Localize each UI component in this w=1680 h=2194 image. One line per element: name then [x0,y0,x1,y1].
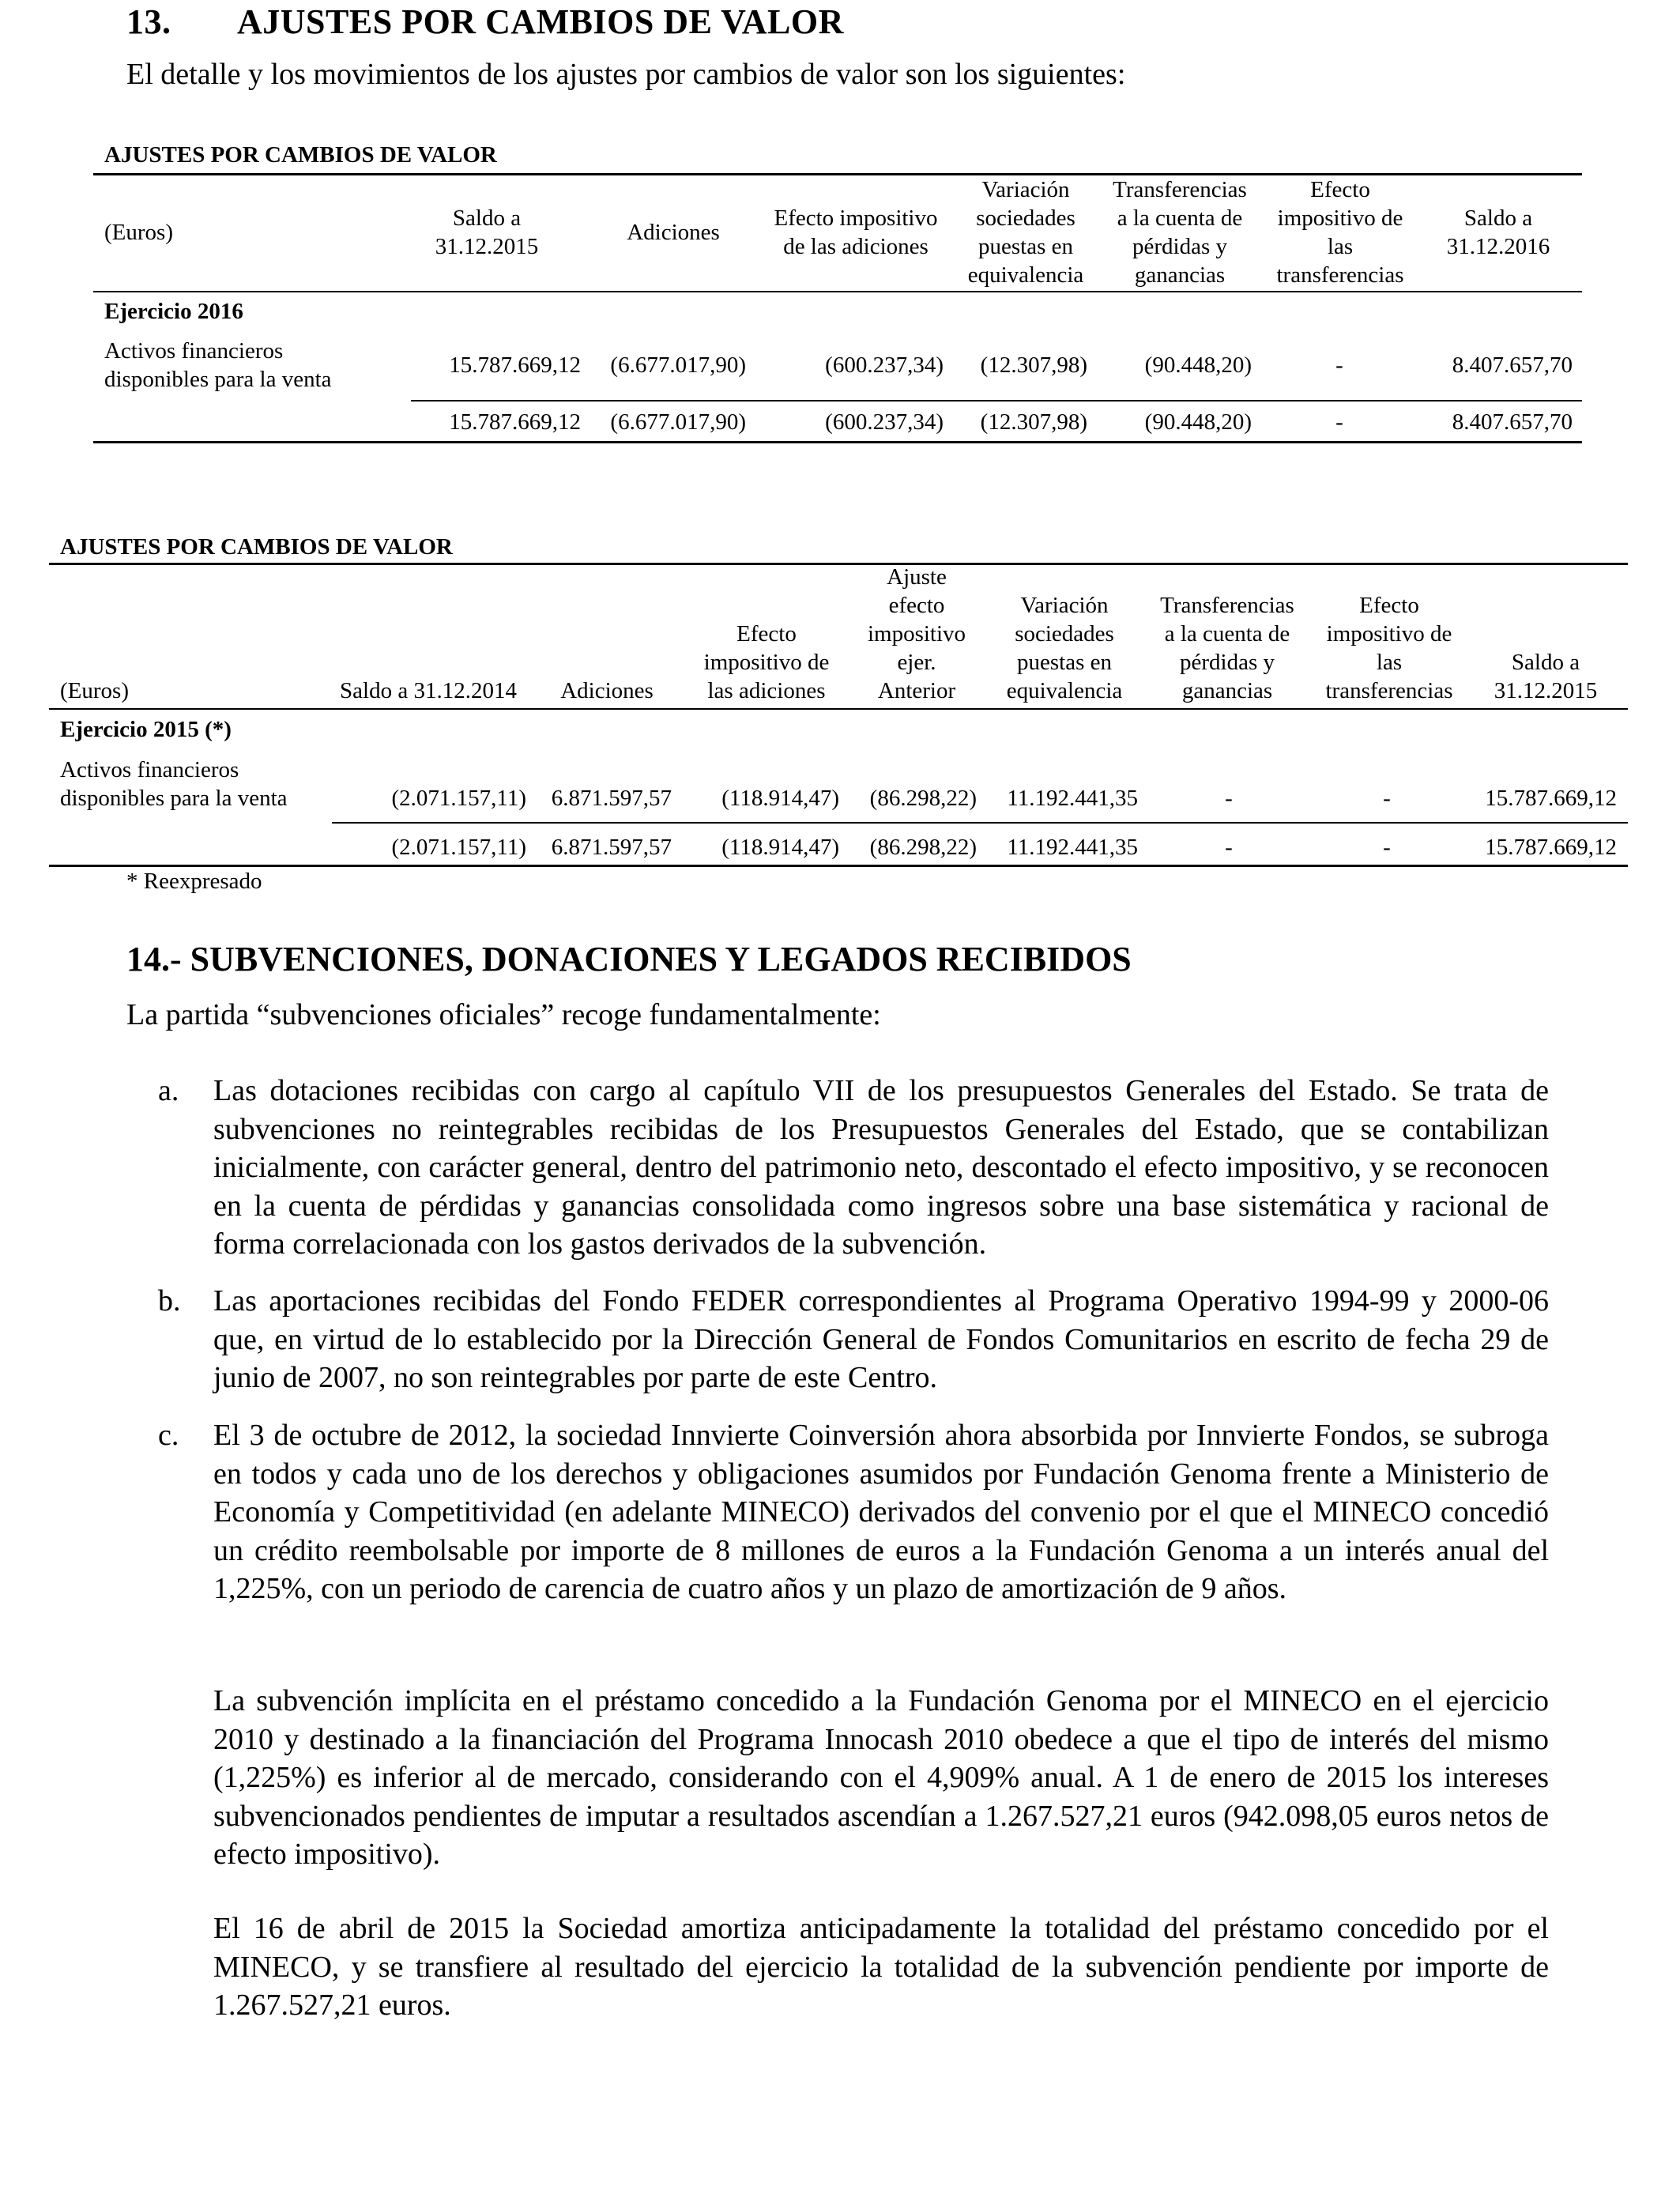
table1-header-saldo-inicial: Saldo a 31.12.2015 [435,205,539,259]
table2-total-value: 6.871.597,57 [551,835,672,860]
table2-total-value: 15.787.669,12 [1485,835,1617,860]
list-item-text: Las aportaciones recibidas del Fondo FEDER correspondientes al Programa Operativo 1994-99 y 2000-06 que, en virtud de lo establecido por la Dirección General de Fondos Comunitarios en escrito de fecha 29 de junio de 2007, no son reintegrables por parte de este Centro. [213,1284,1549,1394]
table1-row-value: 15.787.669,12 [449,352,581,378]
table1-subtotal-rule [411,400,1582,401]
section-14-intro: La partida “subvenciones oficiales” recoge fundamentalmente: [126,998,881,1031]
table2-row-value: - [1225,786,1233,811]
table2-header-efecto-adiciones: Efecto impositivo de las adiciones [703,621,830,703]
table1-row-value: - [1335,352,1343,378]
table2-header-ajuste-efecto: Ajuste efecto impositivo ejer. Anterior [867,564,966,703]
table2-row-value: 15.787.669,12 [1485,786,1617,811]
body-paragraph: La subvención implícita en el préstamo concedido a la Fundación Genoma por el MINECO en el ejercicio 2010 y destinado a la financiación del Programa Innocash 2010 obedece a que el tipo de interés del mismo (1,225%) es inferior al de mercado, considerando con el 4,909% anual. A 1 de enero de 2015 los intereses subvencionados pendientes de imputar a resultados ascendían a 1.267.527,21 euros (942.098,05 euros netos de efecto impositivo). [213,1684,1549,1871]
table1-row-value: (90.448,20) [1144,352,1252,378]
table1-header-transferencias: Transferencias a la cuenta de pérdidas y ganancias [1113,177,1247,288]
table2-row-value: (86.298,22) [869,786,977,811]
table2-row-value: - [1383,786,1391,811]
table1-row-value: (600.237,34) [825,352,944,378]
table2-caption: AJUSTES POR CAMBIOS DE VALOR [60,534,453,560]
table2-total-value: (86.298,22) [869,835,977,860]
table2-row-value: 6.871.597,57 [551,786,672,811]
list-item-label: c. [158,1419,179,1452]
table1-header-variacion: Variación sociedades puestas en equivalencia [967,177,1084,288]
table2-header-variacion: Variación sociedades puestas en equivalencia [1006,593,1123,703]
table1-caption: AJUSTES POR CAMBIOS DE VALOR [104,142,497,168]
list-item-text: Las dotaciones recibidas con cargo al capítulo VII de los presupuestos Generales del Estado. Se trata de subvenciones no reintegrables recibidas de los Presupuestos Generales del Estado, que se contabilizan inicialmente, con carácter general, dentro del patrimonio neto, descontado el efecto impositivo, y se reconocen en la cuenta de pérdidas y ganancias consolidada como ingresos sobre una base sistemática y racional de forma correlacionada con los gastos derivados de la subvención. [213,1074,1549,1261]
table1-row-value: 8.407.657,70 [1452,352,1573,378]
table2-subtotal-rule [332,822,1628,824]
table1-total-value: (600.237,34) [825,409,944,435]
table1-total-value: (90.448,20) [1144,409,1252,435]
table2-row-value: 11.192.441,35 [1007,786,1138,811]
list-item-label: a. [158,1074,179,1107]
table2-header-saldo-final: Saldo a 31.12.2015 [1494,650,1598,703]
table2-header-adiciones: Adiciones [560,678,654,703]
table1-total-value: 8.407.657,70 [1452,409,1573,435]
table2-total-value: (118.914,47) [721,835,839,860]
section-13-heading [126,2,844,42]
table1-total-value: (6.677.017,90) [610,409,746,435]
table2-row-value: (118.914,47) [721,786,839,811]
table2-header-euros: (Euros) [60,678,129,703]
section-13-number: 13. [126,2,171,41]
table1-header-rule [93,291,1582,292]
table1-row-label: Activos financieros disponibles para la venta [104,338,332,392]
table2-row-label: Activos financieros disponibles para la venta [60,757,288,811]
table2-total-value: 11.192.441,35 [1007,835,1138,860]
table1-row-value: (6.677.017,90) [610,352,746,378]
list-item-label: b. [158,1284,181,1318]
table1-bottom-rule [93,441,1582,443]
table2-section-label: Ejercicio 2015 (*) [60,717,232,742]
table1-total-value: (12.307,98) [980,409,1087,435]
table1-header-adiciones: Adiciones [627,220,720,245]
section-13-intro: El detalle y los movimientos de los ajustes por cambios de valor son los siguientes: [126,58,1126,91]
table2-total-value: - [1383,835,1391,860]
table2-header-efecto-transferencias: Efecto impositivo de las transferencias [1325,593,1453,703]
table2-header-rule [49,708,1628,710]
table2-bottom-rule [49,865,1628,867]
table1-row-value: (12.307,98) [980,352,1087,378]
table2-header-saldo-inicial: Saldo a 31.12.2014 [340,678,517,703]
table2-footnote: * Reexpresado [126,869,262,894]
list-item-text: El 3 de octubre de 2012, la sociedad Innvierte Coinversión ahora absorbida por Innvierte Fondos, se subroga en todos y cada uno de los derechos y obligaciones asumidos por Fundación Genoma frente a Ministerio de Economía y Competitividad (en adelante MINECO) derivados del convenio por el que el MINECO concedió un crédito reembolsable por importe de 8 millones de euros a la Fundación Genoma a un interés anual del 1,225%, con un periodo de carencia de cuatro años y un plazo de amortización de 9 años. [213,1419,1549,1605]
table1-total-value: - [1335,409,1343,435]
section-14-heading: 14.- SUBVENCIONES, DONACIONES Y LEGADOS RECIBIDOS [126,940,1132,978]
table2-total-value: - [1225,835,1233,860]
table1-header-efecto-adiciones: Efecto impositivo de las adiciones [774,205,938,259]
body-paragraph: El 16 de abril de 2015 la Sociedad amortiza anticipadamente la totalidad del préstamo concedido por el MINECO, y se transfiere al resultado del ejercicio la totalidad de la subvención pendiente por importe de 1.267.527,21 euros. [213,1912,1549,2022]
table1-header-saldo-final: Saldo a 31.12.2016 [1446,205,1550,259]
table2-top-rule [49,563,1628,565]
section-13-title: AJUSTES POR CAMBIOS DE VALOR [237,2,844,41]
table2-row-value: (2.071.157,11) [391,786,526,811]
table2-total-value: (2.071.157,11) [391,835,526,860]
table2-header-transferencias: Transferencias a la cuenta de pérdidas y ganancias [1160,593,1294,703]
table1-header-euros: (Euros) [104,220,173,245]
table1-header-efecto-transferencias: Efecto impositivo de las transferencias [1276,177,1404,288]
table1-total-value: 15.787.669,12 [449,409,581,435]
table1-section-label: Ejercicio 2016 [104,299,243,324]
